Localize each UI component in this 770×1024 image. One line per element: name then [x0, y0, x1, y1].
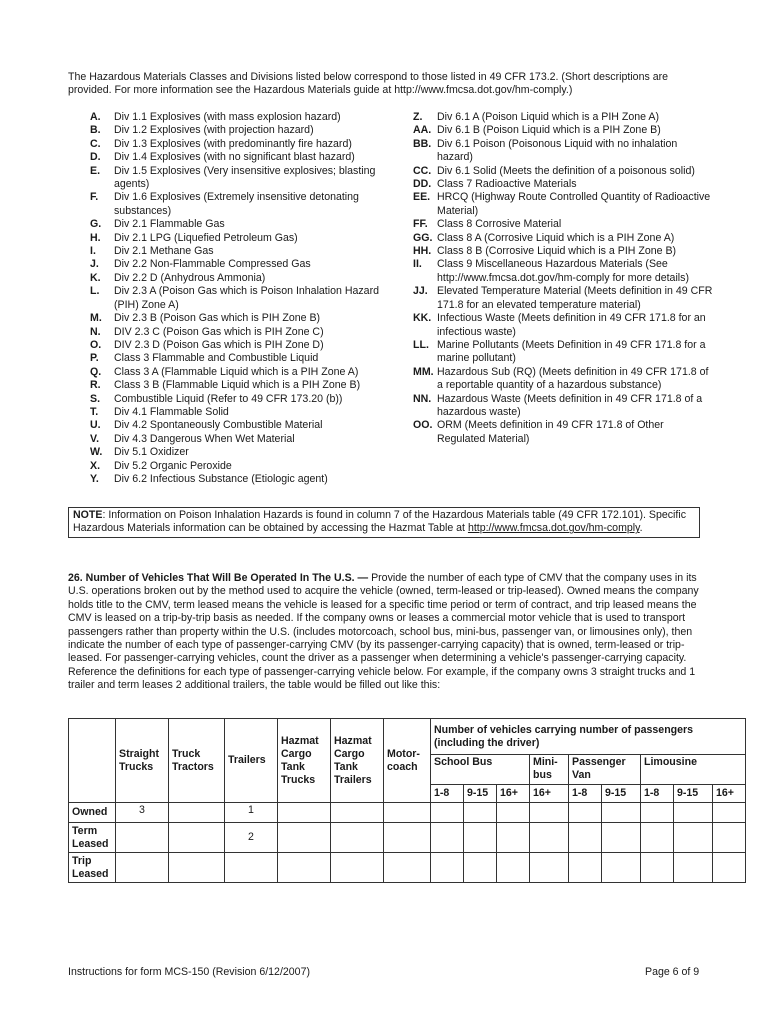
- row-trip-leased: [69, 853, 746, 883]
- hazmat-class-letter: I.: [90, 245, 96, 258]
- hdr-school-9-15: 9-15: [464, 785, 497, 803]
- hazmat-class-item: [413, 285, 713, 312]
- hazmat-class-description: Div 5.2 Organic Peroxide: [114, 459, 232, 472]
- hdr-truck-tractors: Truck Tractors: [169, 719, 225, 803]
- hazmat-class-item: [413, 178, 713, 191]
- hazmat-list-left: [90, 111, 390, 486]
- hdr-van-1-8: 1-8: [569, 785, 602, 803]
- hazmat-class-item: [413, 339, 713, 366]
- hdr-hazmat-tank-trucks: Hazmat Cargo Tank Trucks: [278, 719, 331, 803]
- hdr-motorcoach: Motor-coach: [384, 719, 431, 803]
- cell: [674, 823, 713, 853]
- hazmat-class-letter: K.: [90, 271, 101, 284]
- cell: [602, 853, 641, 883]
- hazmat-class-description: Div 2.1 Flammable Gas: [114, 218, 225, 231]
- hdr-mini-bus: Mini-bus: [530, 755, 569, 785]
- cell: [641, 853, 674, 883]
- hazmat-class-item: [90, 232, 390, 245]
- hazmat-class-letter: D.: [90, 151, 101, 164]
- hazmat-class-description: DIV 2.3 C (Poison Gas which is PIH Zone C): [114, 325, 324, 338]
- cell: [169, 823, 225, 853]
- note-text: : Information on Poison Inhalation Hazards is found in column 7 of the Hazardous Materials table (49 CFR 172.101). Specific Hazardous Materials information can be obtained by accessing the Hazmat Table at: [73, 509, 686, 535]
- hazmat-class-description: Hazardous Sub (RQ) (Meets definition in 49 CFR 171.8 of a reportable quantity of a hazardous substance): [437, 365, 709, 392]
- cell: [497, 853, 530, 883]
- note-end: .: [639, 522, 643, 535]
- hazmat-class-item: [90, 339, 390, 352]
- hdr-limousine: Limousine: [641, 755, 746, 785]
- hazmat-class-description: Div 2.3 A (Poison Gas which is Poison Inhalation Hazard (PIH) Zone A): [114, 285, 379, 311]
- hazmat-class-item: [90, 352, 390, 365]
- cell: [431, 853, 464, 883]
- hazmat-class-item: [413, 111, 713, 124]
- hazmat-class-description: Div 1.3 Explosives (with predominantly fire hazard): [114, 137, 352, 150]
- hazmat-class-item: [413, 245, 713, 258]
- hazmat-class-item: [413, 138, 713, 165]
- hazmat-class-description: Div 6.1 Poison (Poisonous Liquid with no inhalation hazard): [437, 137, 678, 164]
- cell: [331, 803, 384, 823]
- cell: [331, 823, 384, 853]
- hazmat-class-item: [90, 312, 390, 325]
- cell: [569, 853, 602, 883]
- hm-comply-link[interactable]: http://www.fmcsa.dot.gov/hm-comply: [467, 522, 640, 535]
- hazmat-class-letter: X.: [90, 459, 101, 472]
- hazmat-class-description: Div 1.6 Explosives (Extremely insensitive detonating substances): [114, 191, 359, 217]
- hazmat-class-item: [90, 245, 390, 258]
- hdr-limo-9-15: 9-15: [674, 785, 713, 803]
- cell: [530, 853, 569, 883]
- vehicles-table: [68, 718, 746, 883]
- hazmat-class-description: Div 1.4 Explosives (with no significant blast hazard): [114, 151, 355, 164]
- hazmat-class-description: Div 2.3 B (Poison Gas which is PIH Zone B): [114, 312, 321, 325]
- hazmat-class-letter: J.: [90, 258, 99, 271]
- term-trailers: 2: [225, 823, 278, 853]
- cell: [602, 823, 641, 853]
- hdr-straight-trucks: Straight Trucks: [116, 719, 169, 803]
- hazmat-class-letter: P.: [90, 352, 99, 365]
- intro-paragraph: The Hazardous Materials Classes and Divisions listed below correspond to those listed in 49 CFR 173.2. (Short descriptions are provided. For more information see the Hazardous Materials guide at http://www.fmcsa.dot.gov/hm-comply.): [68, 71, 669, 97]
- hazmat-class-letter: M.: [90, 312, 102, 325]
- hazmat-class-letter: AA.: [413, 124, 432, 137]
- hazmat-class-letter: FF.: [413, 218, 428, 231]
- hdr-van-9-15: 9-15: [602, 785, 641, 803]
- cell: [169, 853, 225, 883]
- hazmat-class-item: [90, 258, 390, 271]
- hazmat-class-letter: JJ.: [413, 285, 428, 298]
- hazmat-class-description: Div 6.2 Infectious Substance (Etiologic agent): [114, 472, 328, 485]
- hazmat-class-letter: BB.: [413, 137, 432, 150]
- hazmat-class-letter: II.: [413, 258, 422, 271]
- hdr-school-1-8: 1-8: [431, 785, 464, 803]
- section-26: [68, 572, 708, 693]
- hazmat-class-item: [90, 124, 390, 137]
- hdr-school-16p: 16+: [497, 785, 530, 803]
- hazmat-class-item: [90, 165, 390, 192]
- hazmat-class-letter: MM.: [413, 365, 434, 378]
- cell: [641, 803, 674, 823]
- row-label-trip-leased: Trip Leased: [69, 853, 116, 883]
- hazmat-class-letter: G.: [90, 218, 102, 231]
- row-label-term-leased: Term Leased: [69, 823, 116, 853]
- cell: [713, 803, 746, 823]
- hazmat-class-letter: N.: [90, 325, 101, 338]
- cell: [116, 853, 169, 883]
- hazmat-class-description: Marine Pollutants (Meets Definition in 49 CFR 171.8 for a marine pollutant): [437, 338, 706, 365]
- hazmat-class-item: [413, 258, 713, 285]
- cell: [464, 823, 497, 853]
- hazmat-class-item: [90, 419, 390, 432]
- cell: [278, 823, 331, 853]
- hazmat-class-description: Div 2.1 LPG (Liquefied Petroleum Gas): [114, 231, 298, 244]
- hazmat-class-letter: NN.: [413, 392, 432, 405]
- footer-form-revision: Instructions for form MCS-150 (Revision 6/12/2007): [68, 966, 310, 978]
- note-box: [68, 507, 700, 538]
- cell: [713, 823, 746, 853]
- owned-truck-tractors: [169, 803, 225, 823]
- hazmat-class-description: Div 2.2 Non-Flammable Compressed Gas: [114, 258, 311, 271]
- hazmat-class-letter: H.: [90, 231, 101, 244]
- cell: [331, 853, 384, 883]
- hazmat-class-description: Div 6.1 Solid (Meets the definition of a poisonous solid): [437, 164, 695, 177]
- cell: [674, 803, 713, 823]
- hazmat-class-letter: O.: [90, 338, 102, 351]
- hdr-limo-1-8: 1-8: [641, 785, 674, 803]
- hazmat-class-letter: R.: [90, 379, 101, 392]
- hazmat-class-description: Class 8 B (Corrosive Liquid which is a PIH Zone B): [437, 245, 677, 258]
- hazmat-class-letter: T.: [90, 405, 99, 418]
- hazmat-class-item: [90, 433, 390, 446]
- hazmat-class-description: Div 1.2 Explosives (with projection hazard): [114, 124, 314, 137]
- cell: [530, 823, 569, 853]
- hazmat-class-description: ORM (Meets definition in 49 CFR 171.8 of Other Regulated Material): [437, 419, 664, 445]
- cell: [497, 803, 530, 823]
- hdr-passengers: Number of vehicles carrying number of passengers (including the driver): [431, 719, 746, 755]
- cell: [641, 823, 674, 853]
- hazmat-class-item: [90, 285, 390, 312]
- hazmat-class-item: [90, 366, 390, 379]
- cell: [384, 853, 431, 883]
- hazmat-class-item: [413, 165, 713, 178]
- hazmat-class-description: Div 5.1 Oxidizer: [114, 446, 189, 459]
- hazmat-class-description: Class 3 Flammable and Combustible Liquid: [114, 352, 319, 365]
- hazmat-class-item: [90, 460, 390, 473]
- hazmat-class-letter: S.: [90, 392, 101, 405]
- hazmat-class-letter: DD.: [413, 178, 432, 191]
- hdr-limo-16p: 16+: [713, 785, 746, 803]
- cell: [569, 823, 602, 853]
- hdr-passenger-van: Passenger Van: [569, 755, 641, 785]
- hazmat-class-description: Class 8 Corrosive Material: [437, 218, 562, 231]
- hazmat-class-item: [413, 366, 713, 393]
- hazmat-class-description: Div 1.1 Explosives (with mass explosion hazard): [114, 111, 341, 123]
- hazmat-class-item: [90, 393, 390, 406]
- blank-header-cell: [69, 719, 116, 803]
- hazmat-class-description: Div 4.2 Spontaneously Combustible Material: [114, 419, 323, 432]
- hazmat-class-item: [90, 191, 390, 218]
- hazmat-class-description: Div 2.2 D (Anhydrous Ammonia): [114, 271, 266, 284]
- hazmat-class-item: [413, 312, 713, 339]
- hazmat-list-right: [413, 111, 713, 446]
- cell: [431, 803, 464, 823]
- hazmat-class-item: [413, 393, 713, 420]
- hazmat-class-description: Class 8 A (Corrosive Liquid which is a PIH Zone A): [437, 231, 675, 244]
- hazmat-class-item: [90, 151, 390, 164]
- hazmat-class-letter: HH.: [413, 245, 432, 258]
- note-label: NOTE: [73, 509, 103, 521]
- hazmat-class-letter: GG.: [413, 231, 433, 244]
- cell: [464, 853, 497, 883]
- hazmat-class-description: Combustible Liquid (Refer to 49 CFR 173.20 (b)): [114, 392, 343, 405]
- hdr-minibus-16p: 16+: [530, 785, 569, 803]
- cell: [431, 823, 464, 853]
- cell: [674, 853, 713, 883]
- hazmat-class-item: [90, 446, 390, 459]
- hazmat-class-item: [90, 218, 390, 231]
- hazmat-class-description: Div 2.1 Methane Gas: [114, 245, 214, 258]
- hazmat-class-letter: A.: [90, 111, 101, 123]
- cell: [384, 823, 431, 853]
- section-26-heading: 26. Number of Vehicles That Will Be Operated In The U.S. —: [68, 572, 369, 584]
- hazmat-class-item: [90, 111, 390, 124]
- hazmat-class-description: HRCQ (Highway Route Controlled Quantity of Radioactive Material): [437, 191, 711, 217]
- cell: [602, 803, 641, 823]
- hdr-school-bus: School Bus: [431, 755, 530, 785]
- cell: [530, 803, 569, 823]
- section-26-body: Provide the number of each type of CMV that the company uses in its U.S. operations broken out by the method used to acquire the vehicle (owned, term-leased or trip-leased). Owned means the company holds title to the CMV, term leased means the vehicle is leased for a specific time period or term of contract, and trip leased means the CMV is leased on a trip-by-trip basis as needed. If the company owns or leases a commercial motor vehicle that is used to transport passengers rather than property within the U.S. (includes motorcoach, school bus, mini-bus, passenger van, or limousines only), then indicate the number of each type of passenger-carrying CMV (by its passenger-carrying capacity) that is owned, term-leased or trip-leased. For passenger-carrying vehicles, count the driver as a passenger when determining a vehicle's passenger-carrying capacity. Reference the definitions for each type of passenger-carrying vehicle below. For example, if the company owns 3 straight trucks and 1 trailer and term leases 2 additional trailers, the table would be filled out like this:: [68, 572, 699, 692]
- hazmat-class-item: [413, 232, 713, 245]
- hazmat-class-item: [90, 326, 390, 339]
- hazmat-class-item: [90, 406, 390, 419]
- hazmat-class-letter: E.: [90, 164, 101, 177]
- hazmat-class-description: Div 4.1 Flammable Solid: [114, 405, 229, 418]
- hazmat-class-item: [413, 191, 713, 218]
- hazmat-class-item: [90, 379, 390, 392]
- hazmat-class-letter: Y.: [90, 472, 99, 485]
- hazmat-class-letter: L.: [90, 285, 100, 298]
- hazmat-class-description: Div 1.5 Explosives (Very insensitive explosives; blasting agents): [114, 164, 376, 191]
- cell: [497, 823, 530, 853]
- cell: [278, 853, 331, 883]
- hazmat-class-description: Div 4.3 Dangerous When Wet Material: [114, 432, 295, 445]
- hazmat-class-item: [90, 272, 390, 285]
- row-label-owned: Owned: [69, 803, 116, 823]
- hazmat-class-letter: KK.: [413, 312, 432, 325]
- owned-trailers: 1: [225, 803, 278, 823]
- hdr-hazmat-tank-trailers: Hazmat Cargo Tank Trailers: [331, 719, 384, 803]
- cell: [569, 803, 602, 823]
- hazmat-class-letter: Q.: [90, 365, 102, 378]
- hazmat-class-letter: C.: [90, 137, 101, 150]
- hazmat-class-letter: Z.: [413, 111, 423, 123]
- hazmat-class-description: Infectious Waste (Meets definition in 49 CFR 171.8 for an infectious waste): [437, 312, 706, 338]
- hazmat-class-description: Class 7 Radioactive Materials: [437, 178, 577, 191]
- hazmat-class-item: [413, 124, 713, 137]
- hazmat-class-letter: CC.: [413, 164, 432, 177]
- cell: [384, 803, 431, 823]
- hazmat-class-item: [413, 419, 713, 446]
- hazmat-class-description: Div 6.1 B (Poison Liquid which is a PIH Zone B): [437, 124, 661, 137]
- hazmat-class-letter: W.: [90, 446, 103, 459]
- hazmat-class-description: Hazardous Waste (Meets definition in 49 CFR 171.8 of a hazardous waste): [437, 392, 703, 418]
- hazmat-class-item: [413, 218, 713, 231]
- row-owned: [69, 803, 746, 823]
- hazmat-class-letter: F.: [90, 191, 99, 204]
- hazmat-class-description: DIV 2.3 D (Poison Gas which is PIH Zone D): [114, 338, 324, 351]
- owned-straight-trucks: 3: [116, 803, 169, 823]
- hazmat-class-description: Class 3 B (Flammable Liquid which is a PIH Zone B): [114, 379, 361, 392]
- cell: [225, 853, 278, 883]
- hazmat-class-item: [90, 473, 390, 486]
- hazmat-class-letter: V.: [90, 432, 100, 445]
- hazmat-class-letter: OO.: [413, 419, 433, 432]
- hdr-trailers: Trailers: [225, 719, 278, 803]
- hazmat-class-item: [90, 138, 390, 151]
- cell: [464, 803, 497, 823]
- hazmat-class-description: Elevated Temperature Material (Meets definition in 49 CFR 171.8 for an elevated temperature material): [437, 285, 713, 311]
- hazmat-class-letter: LL.: [413, 338, 429, 351]
- footer-page-number: Page 6 of 9: [645, 966, 700, 978]
- hazmat-class-description: Class 3 A (Flammable Liquid which is a PIH Zone A): [114, 365, 359, 378]
- hazmat-class-description: Class 9 Miscellaneous Hazardous Materials (See http://www.fmcsa.dot.gov/hm-comply for more details): [437, 258, 689, 284]
- hazmat-class-description: Div 6.1 A (Poison Liquid which is a PIH Zone A): [437, 111, 659, 123]
- hazmat-class-letter: B.: [90, 124, 101, 137]
- hazmat-class-letter: EE.: [413, 191, 431, 204]
- cell: [116, 823, 169, 853]
- cell: [278, 803, 331, 823]
- hazmat-class-letter: U.: [90, 419, 101, 432]
- cell: [713, 853, 746, 883]
- row-term-leased: [69, 823, 746, 853]
